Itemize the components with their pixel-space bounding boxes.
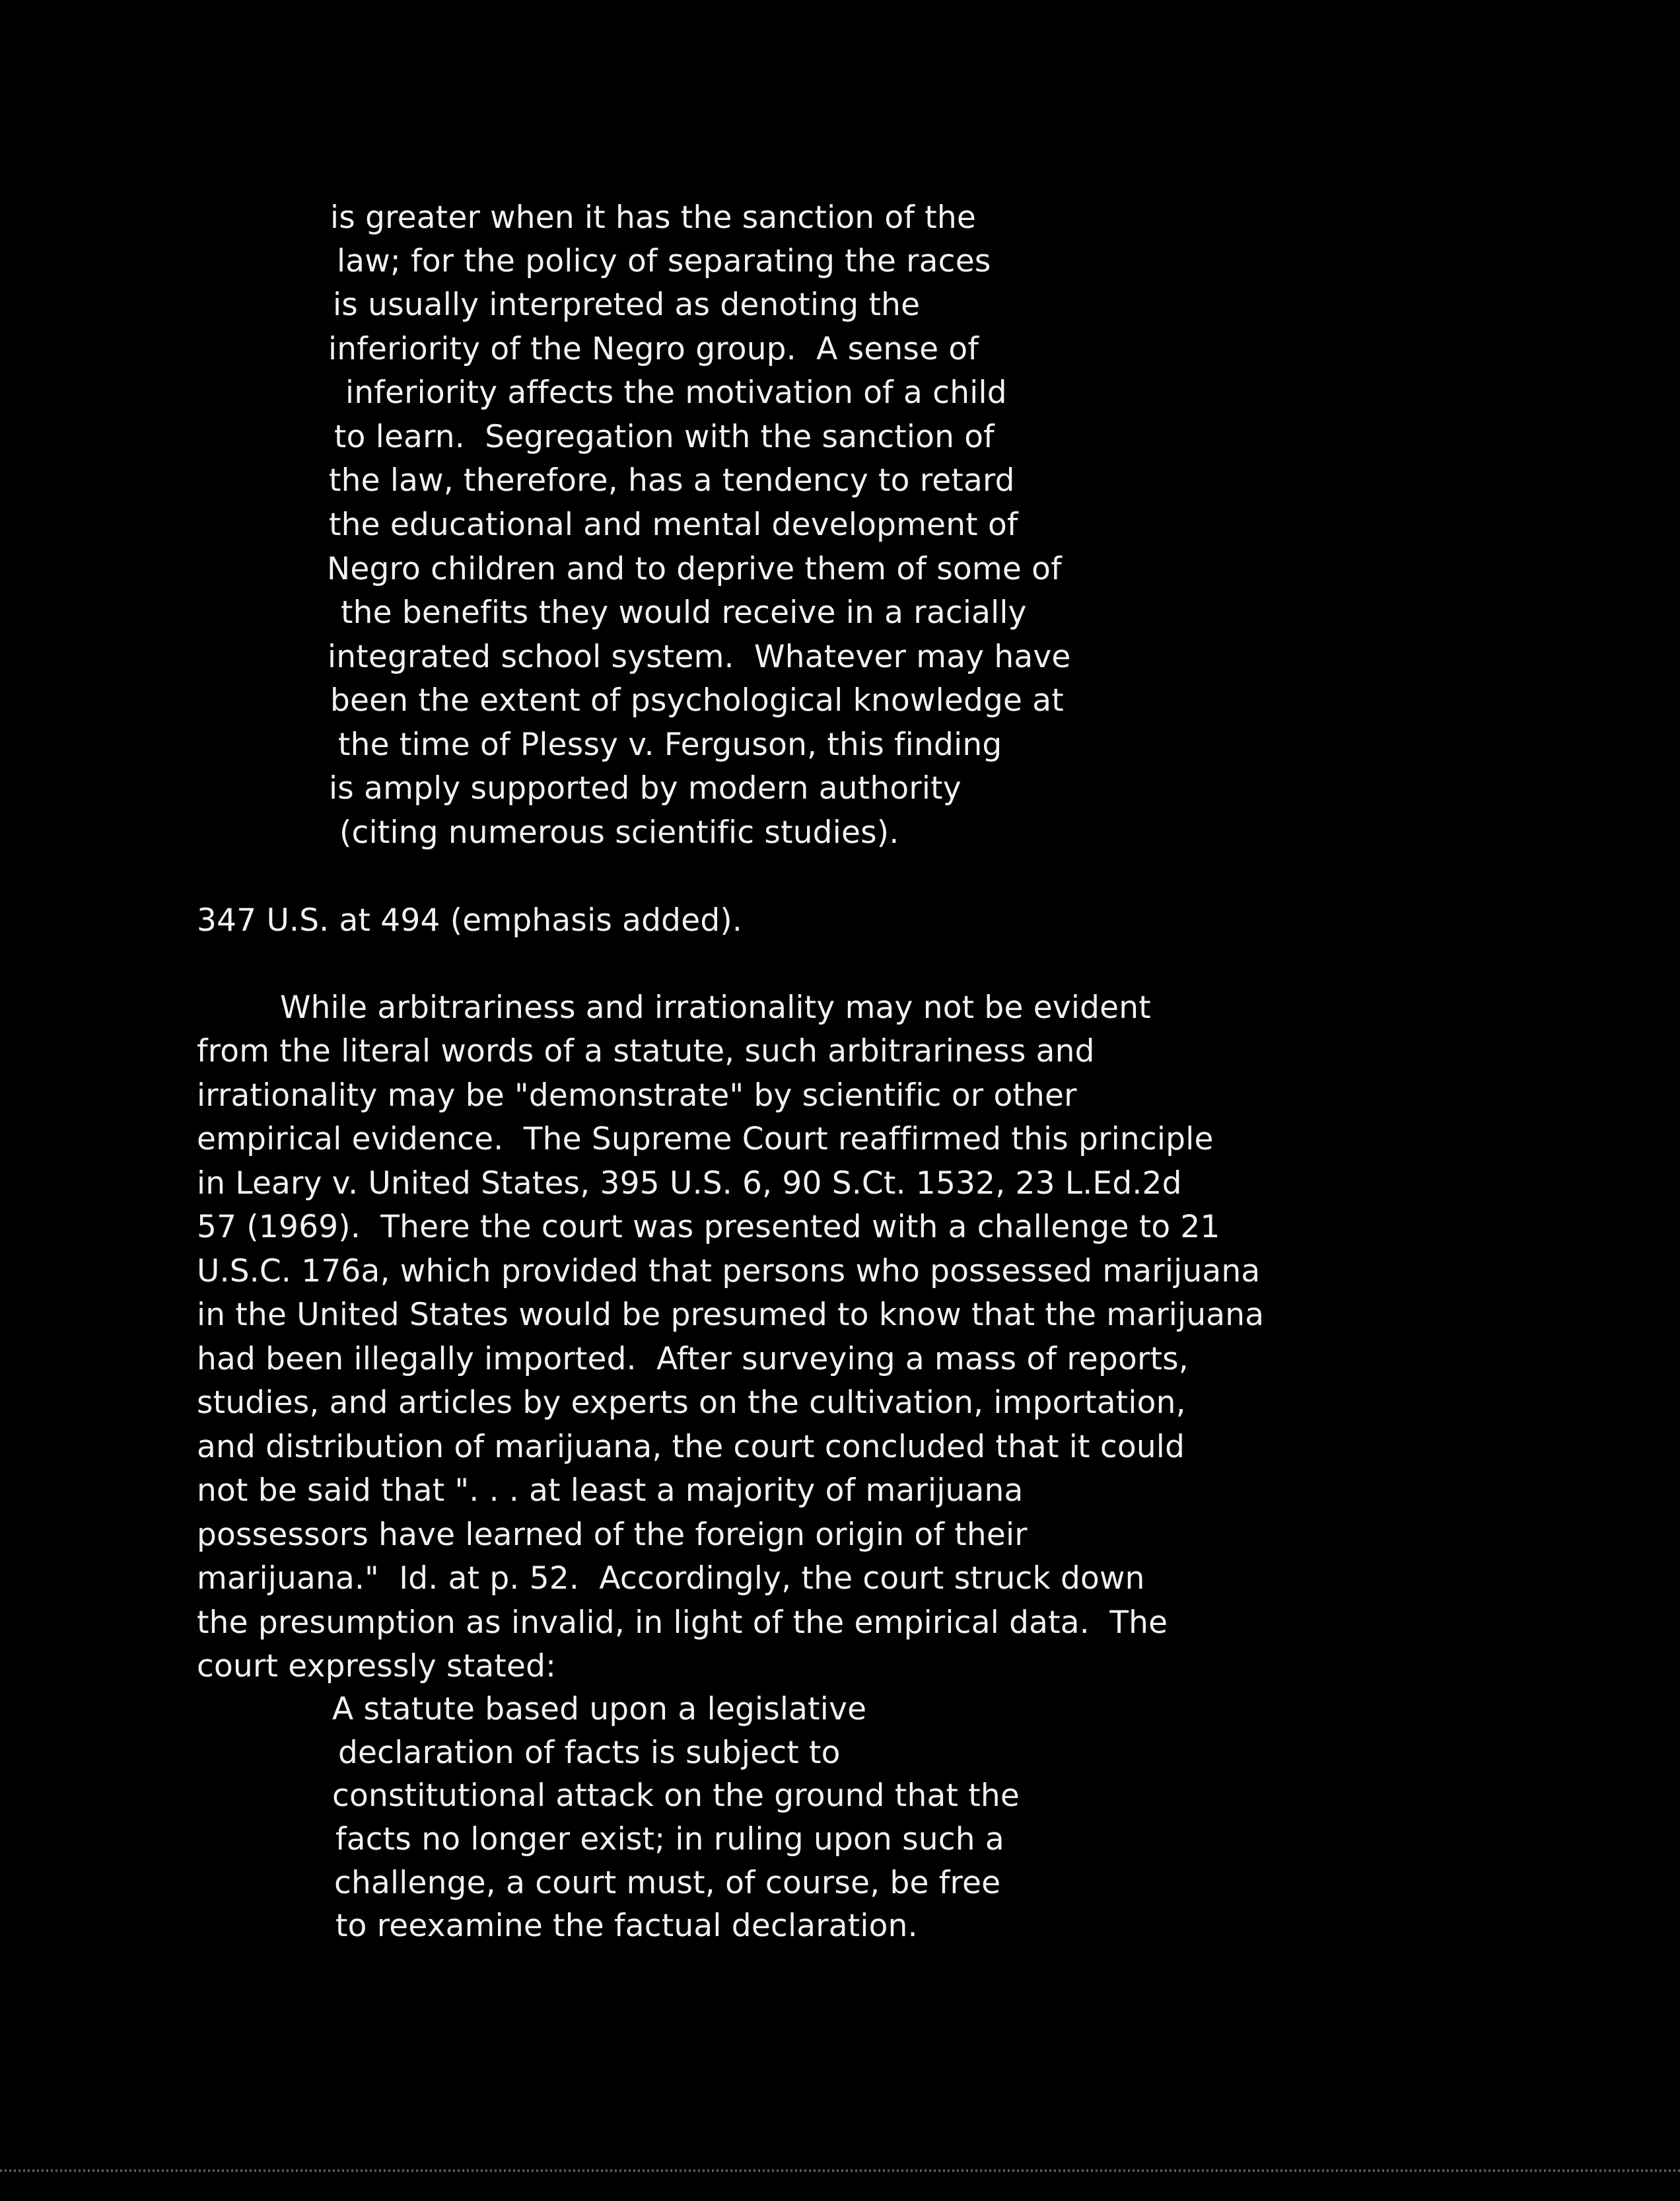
quote-line: the educational and mental development of (329, 507, 1018, 543)
paragraph-line: studies, and articles by experts on the cultivation, importation, (197, 1385, 1186, 1421)
quote-line: to learn. Segregation with the sanction of (334, 419, 995, 455)
quote-line: the law, therefore, has a tendency to retard (329, 462, 1015, 499)
paragraph-line: and distribution of marijuana, the court concluded that it could (197, 1429, 1185, 1465)
quote-line: is amply supported by modern authority (329, 770, 962, 807)
quote-line: challenge, a court must, of course, be free (334, 1865, 1001, 1901)
quote-line: declaration of facts is subject to (338, 1735, 841, 1771)
quote-line: (citing numerous scientific studies). (339, 814, 899, 851)
citation: 347 U.S. at 494 (emphasis added). (197, 902, 743, 939)
quote-line: inferiority of the Negro group. A sense of (328, 331, 979, 367)
paragraph-line: not be said that ". . . at least a majority of marijuana (197, 1472, 1024, 1509)
quote-line: the time of Plessy v. Ferguson, this finding (338, 727, 1002, 763)
paragraph-line: in Leary v. United States, 395 U.S. 6, 90 S.Ct. 1532, 23 L.Ed.2d (197, 1165, 1182, 1202)
paragraph-line: possessors have learned of the foreign origin of their (197, 1517, 1028, 1553)
paragraph-line: While arbitrariness and irrationality may not be evident (280, 990, 1151, 1026)
quote-line: Negro children and to deprive them of some of (327, 551, 1062, 587)
quote-line: integrated school system. Whatever may have (328, 639, 1071, 675)
quote-line: is usually interpreted as denoting the (333, 287, 921, 323)
quote-line: facts no longer exist; in ruling upon such a (335, 1821, 1004, 1858)
paragraph-line: 57 (1969). There the court was presented with a challenge to 21 (197, 1209, 1220, 1245)
paragraph-line: had been illegally imported. After surveying a mass of reports, (197, 1341, 1189, 1377)
quote-line: A statute based upon a legislative (332, 1691, 867, 1727)
quote-line: the benefits they would receive in a racially (341, 595, 1027, 631)
quote-line: is greater when it has the sanction of the (330, 199, 976, 236)
quote-line: been the extent of psychological knowledge at (330, 682, 1064, 719)
paragraph-line: marijuana." Id. at p. 52. Accordingly, the court struck down (197, 1560, 1145, 1597)
paragraph-line: in the United States would be presumed to know that the marijuana (197, 1297, 1265, 1333)
paragraph-line: irrationality may be "demonstrate" by scientific or other (197, 1077, 1077, 1114)
paragraph-line: the presumption as invalid, in light of the empirical data. The (197, 1605, 1168, 1641)
quote-line: constitutional attack on the ground that the (332, 1778, 1020, 1814)
paragraph-line: court expressly stated: (197, 1648, 557, 1684)
paragraph-line: from the literal words of a statute, such arbitrariness and (197, 1033, 1095, 1069)
paragraph-line: U.S.C. 176a, which provided that persons who possessed marijuana (197, 1253, 1261, 1289)
paragraph-line: empirical evidence. The Supreme Court reaffirmed this principle (197, 1121, 1214, 1157)
quote-line: inferiority affects the motivation of a child (345, 375, 1007, 411)
scan-bottom-edge (0, 2169, 1680, 2172)
quote-line: law; for the policy of separating the races (337, 243, 991, 279)
quote-line: to reexamine the factual declaration. (335, 1908, 918, 1944)
